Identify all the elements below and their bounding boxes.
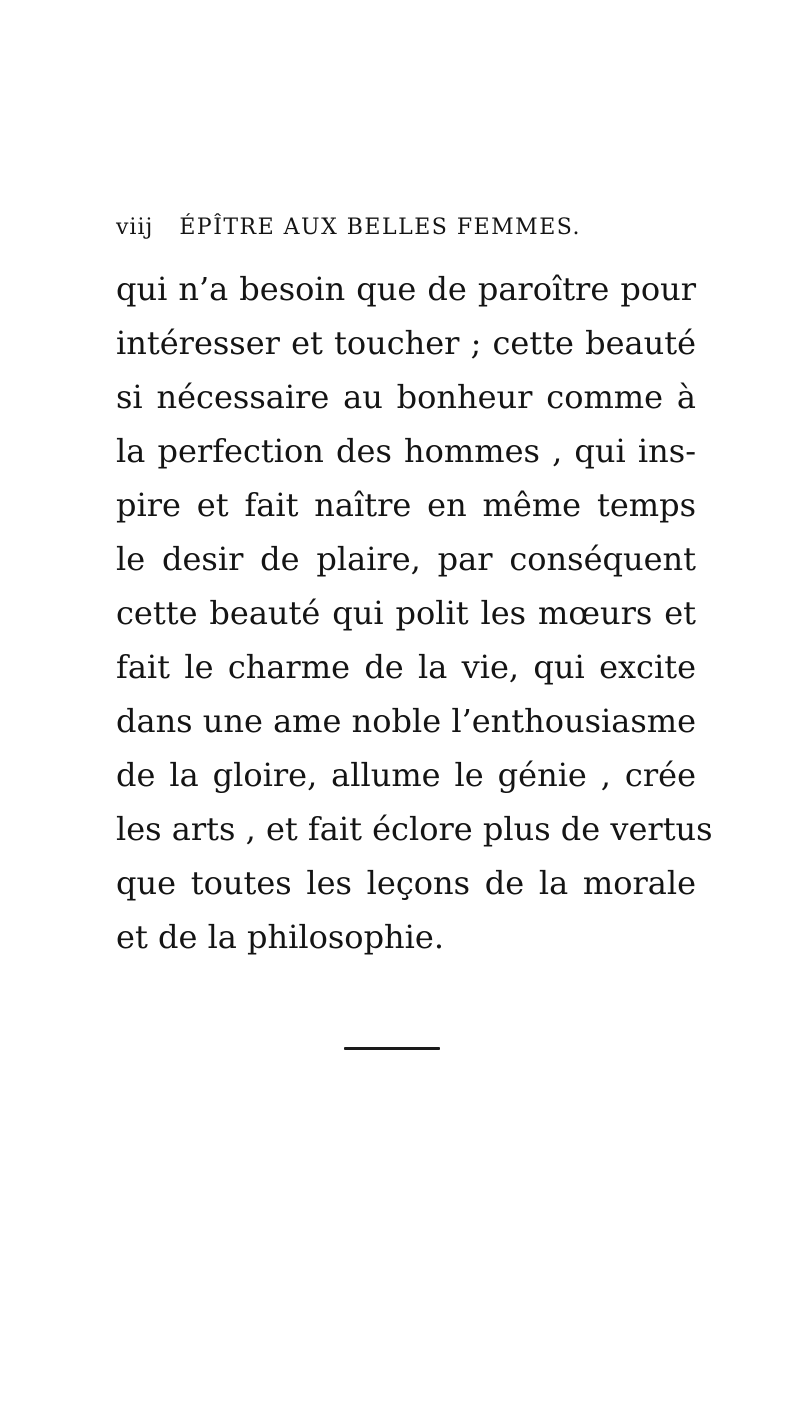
text-line: fait le charme de la vie, qui excite <box>116 648 696 686</box>
section-end-rule <box>344 1047 440 1050</box>
page-number: viij <box>116 215 154 240</box>
text-line: dans une ame noble l’enthousiasme <box>116 702 697 740</box>
text-line: qui n’a besoin que de paroître pour <box>116 270 696 308</box>
text-line: la perfection des hommes , qui ins- <box>116 432 696 470</box>
text-line: si nécessaire au bonheur comme à <box>116 378 696 416</box>
text-line: pire et fait naître en même temps <box>116 486 696 524</box>
running-title: ÉPÎTRE AUX BELLES FEMMES. <box>179 215 582 240</box>
text-line: le desir de plaire, par conséquent <box>116 540 696 578</box>
text-line: que toutes les leçons de la morale <box>116 864 696 902</box>
text-line: cette beauté qui polit les mœurs et <box>116 594 696 632</box>
text-line: intéresser et toucher ; cette beauté <box>116 324 696 362</box>
running-head <box>116 215 696 255</box>
text-line: les arts , et fait éclore plus de vertus <box>116 810 713 848</box>
body-text <box>116 262 713 964</box>
text-line: de la gloire, allume le génie , crée <box>116 756 696 794</box>
text-line-last: et de la philosophie. <box>116 918 444 956</box>
